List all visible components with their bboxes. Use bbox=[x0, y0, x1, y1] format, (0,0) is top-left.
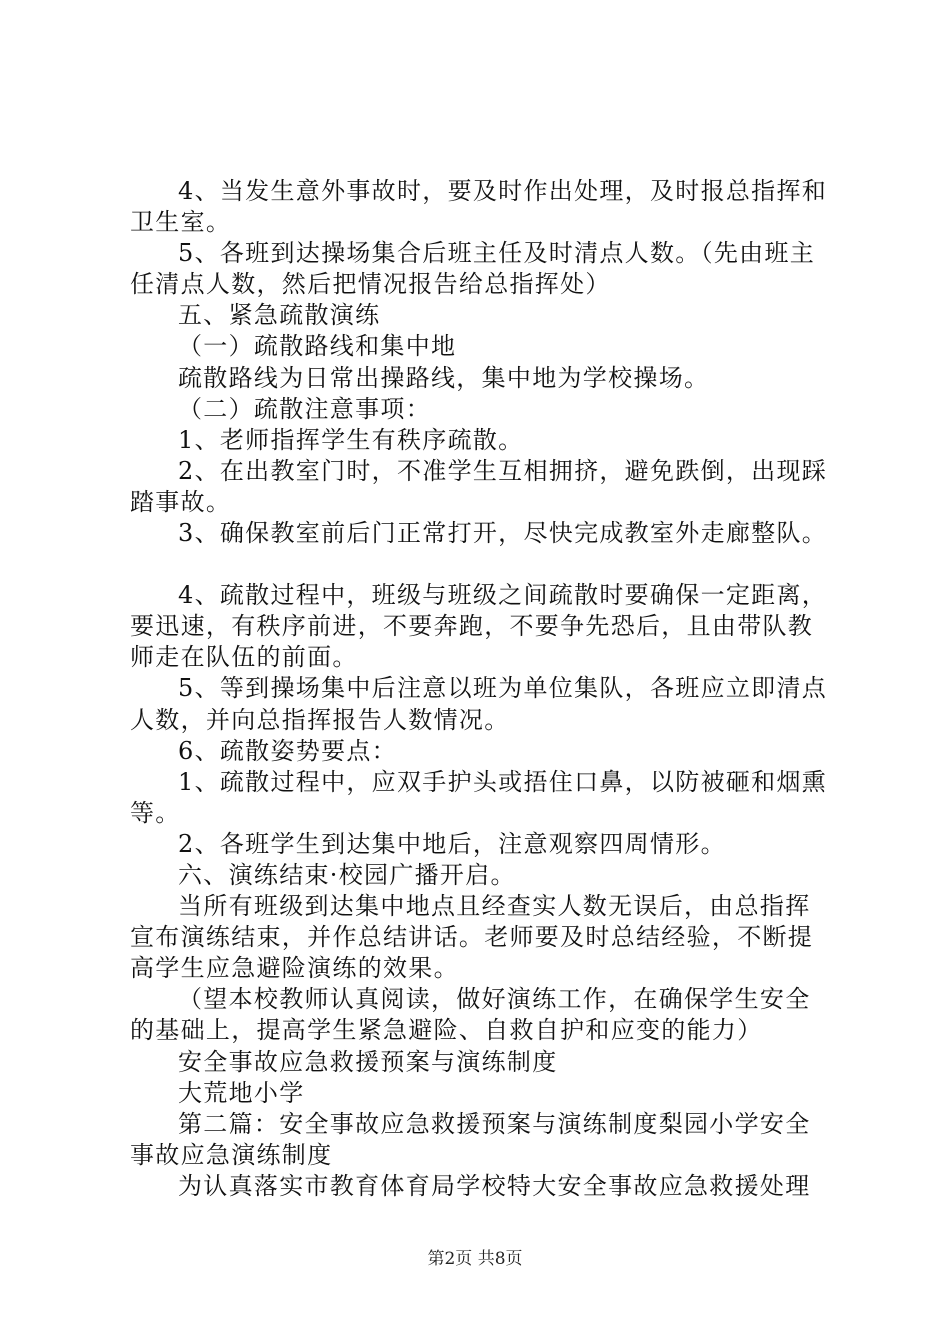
text-line: （一）疏散路线和集中地 bbox=[178, 332, 457, 361]
text-line: 4、疏散过程中，班级与班级之间疏散时要确保一定距离， bbox=[178, 581, 828, 610]
text-line: 要迅速，有秩序前进，不要奔跑，不要争先恐后，且由带队教 bbox=[130, 612, 814, 641]
text-line: 4、当发生意外事故时，要及时作出处理，及时报总指挥和 bbox=[178, 177, 828, 205]
text-line: （二）疏散注意事项： bbox=[178, 394, 431, 423]
text-line: 高学生应急避险演练的效果。 bbox=[130, 954, 459, 983]
blank-line bbox=[130, 549, 835, 580]
text-line: 5、等到操场集中后注意以班为单位集队，各班应立即清点 bbox=[178, 674, 828, 703]
text-line: 等。 bbox=[130, 798, 181, 827]
text-line: 疏散路线为日常出操路线，集中地为学校操场。 bbox=[178, 363, 710, 392]
text-line: 的基础上，提高学生紧急避险、自救自护和应变的能力） bbox=[130, 1016, 763, 1045]
text-line: 2、各班学生到达集中地后，注意观察四周情形。 bbox=[178, 829, 726, 858]
text-line: 5、各班到达操场集合后班主任及时清点人数。（先由班主 bbox=[178, 239, 816, 268]
text-line: 当所有班级到达集中地点且经查实人数无误后，由总指挥 bbox=[178, 892, 811, 921]
text-line: 宣布演练结束，并作总结讲话。老师要及时总结经验，不断提 bbox=[130, 923, 814, 952]
text-line: 1、疏散过程中，应双手护头或捂住口鼻，以防被砸和烟熏 bbox=[178, 767, 828, 796]
text-line: 1、老师指挥学生有秩序疏散。 bbox=[178, 425, 524, 454]
text-line: 为认真落实市教育体育局学校特大安全事故应急救援处理 bbox=[178, 1171, 811, 1200]
text-line: 卫生室。 bbox=[130, 208, 232, 237]
text-line: 五、紧急疏散演练 bbox=[178, 301, 381, 330]
text-line: 3、确保教室前后门正常打开，尽快完成教室外走廊整队。 bbox=[178, 519, 828, 548]
text-line: 踏事故。 bbox=[130, 487, 232, 516]
text-line: 六、演练结束·校园广播开启。 bbox=[178, 860, 516, 889]
text-line: 安全事故应急救援预案与演练制度 bbox=[178, 1047, 558, 1076]
text-line: （望本校教师认真阅读，做好演练工作，在确保学生安全 bbox=[178, 985, 811, 1014]
text-line: 2、在出教室门时，不准学生互相拥挤，避免跌倒，出现踩 bbox=[178, 456, 828, 485]
text-line: 任清点人数，然后把情况报告给总指挥处） bbox=[130, 270, 611, 299]
text-line: 大荒地小学 bbox=[178, 1078, 305, 1107]
text-line: 师走在队伍的前面。 bbox=[130, 643, 358, 672]
text-line: 事故应急演练制度 bbox=[130, 1140, 333, 1169]
document-body bbox=[130, 176, 835, 1202]
text-line: 人数，并向总指挥报告人数情况。 bbox=[130, 705, 510, 734]
text-line: 6、疏散姿势要点： bbox=[178, 736, 397, 765]
text-line: 第二篇：安全事故应急救援预案与演练制度梨园小学安全 bbox=[178, 1109, 811, 1138]
page-footer: 第2页 共8页 bbox=[427, 1249, 523, 1269]
